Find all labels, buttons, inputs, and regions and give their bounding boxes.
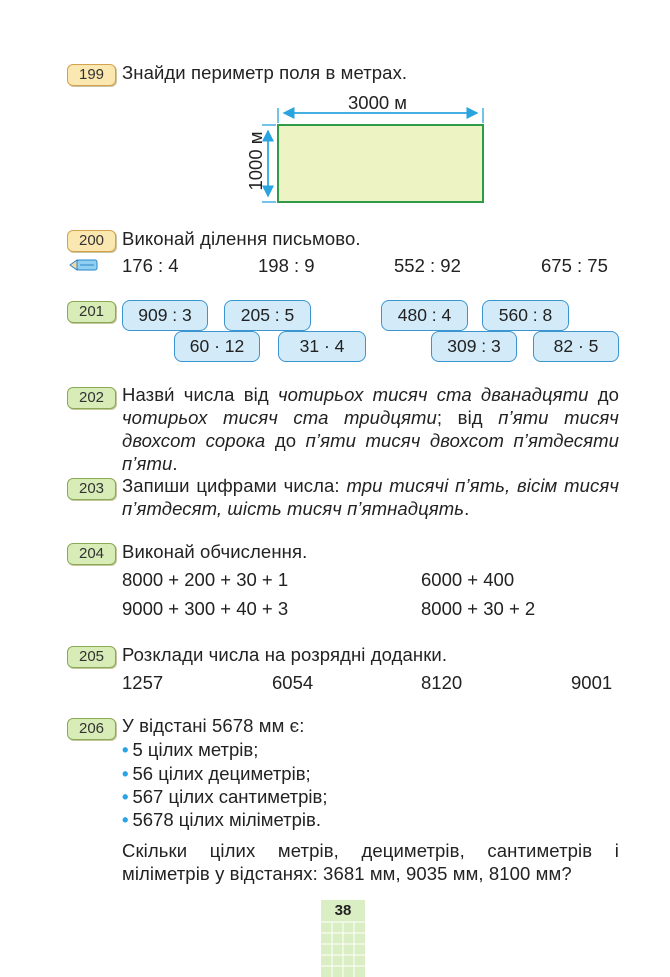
expression-card: 60 · 12 <box>174 331 260 362</box>
expression-card: 82 · 5 <box>533 331 619 362</box>
task-202-text: Назви́ числа від чотирьох тисяч ста дванадцяти до чотирьох тисяч ста тридцяти; від п’яти тисяч двохсот сорока до п’яти тисяч двохсот п’ятдесяти п’яти. <box>122 384 620 474</box>
expression-card: 909 : 3 <box>122 300 208 331</box>
expression-card: 560 : 8 <box>482 300 569 331</box>
task-number-203: 203 <box>67 478 116 500</box>
bullet-item: • 567 цілих сантиметрів; <box>122 786 328 807</box>
division-expr: 675 : 75 <box>541 255 608 276</box>
task-204-text: Виконай обчислення. <box>122 541 308 562</box>
task-206-question: Скільки цілих метрів, дециметрів, сантиметрів і міліметрів у відстанях: 3681 мм, 9035 мм, 8100 мм? <box>122 840 619 884</box>
expression-card: 309 : 3 <box>431 331 517 362</box>
task-199-text: Знайди периметр поля в метрах. <box>122 62 408 83</box>
field-rectangle <box>278 125 483 202</box>
height-label: 1000 м <box>245 131 266 191</box>
bullet-icon: • <box>122 739 129 760</box>
task-number-205: 205 <box>67 646 116 668</box>
expression-card: 205 : 5 <box>224 300 311 331</box>
pencil-icon <box>68 258 102 272</box>
bullet-icon: • <box>122 786 129 807</box>
task-205-text: Розклади числа на розрядні доданки. <box>122 644 448 665</box>
task-number-201: 201 <box>67 301 116 323</box>
number-item: 6054 <box>272 672 314 693</box>
bullet-item: • 5 цілих метрів; <box>122 739 259 760</box>
expression-card: 480 : 4 <box>381 300 468 331</box>
sum-expr: 6000 + 400 <box>421 569 515 590</box>
division-expr: 552 : 92 <box>394 255 461 276</box>
task-206-text: У відстані 5678 мм є: <box>122 715 305 736</box>
page-number: 38 <box>334 902 352 919</box>
task-number-204: 204 <box>67 543 116 565</box>
sum-expr: 8000 + 30 + 2 <box>421 598 536 619</box>
division-expr: 198 : 9 <box>258 255 315 276</box>
bullet-item: • 56 цілих дециметрів; <box>122 763 311 784</box>
number-item: 9001 <box>571 672 613 693</box>
task-200-text: Виконай ділення письмово. <box>122 228 361 249</box>
sum-expr: 9000 + 300 + 40 + 3 <box>122 598 289 619</box>
number-item: 1257 <box>122 672 164 693</box>
task-203-text: Запиши цифрами числа: три тисячі п’ять, вісім тисяч п’ятдесят, шість тисяч п’ятнадцять. <box>122 475 619 519</box>
task-number-200: 200 <box>67 230 116 252</box>
task-number-199: 199 <box>67 64 116 86</box>
bullet-icon: • <box>122 809 129 830</box>
sum-expr: 8000 + 200 + 30 + 1 <box>122 569 289 590</box>
division-expr: 176 : 4 <box>122 255 179 276</box>
expression-card: 31 · 4 <box>278 331 366 362</box>
bullet-icon: • <box>122 763 129 784</box>
width-label: 3000 м <box>348 92 408 113</box>
number-item: 8120 <box>421 672 463 693</box>
page-grid-strip <box>321 900 365 977</box>
bullet-item: • 5678 цілих міліметрів. <box>122 809 321 830</box>
task-number-202: 202 <box>67 387 116 409</box>
task-number-206: 206 <box>67 718 116 740</box>
